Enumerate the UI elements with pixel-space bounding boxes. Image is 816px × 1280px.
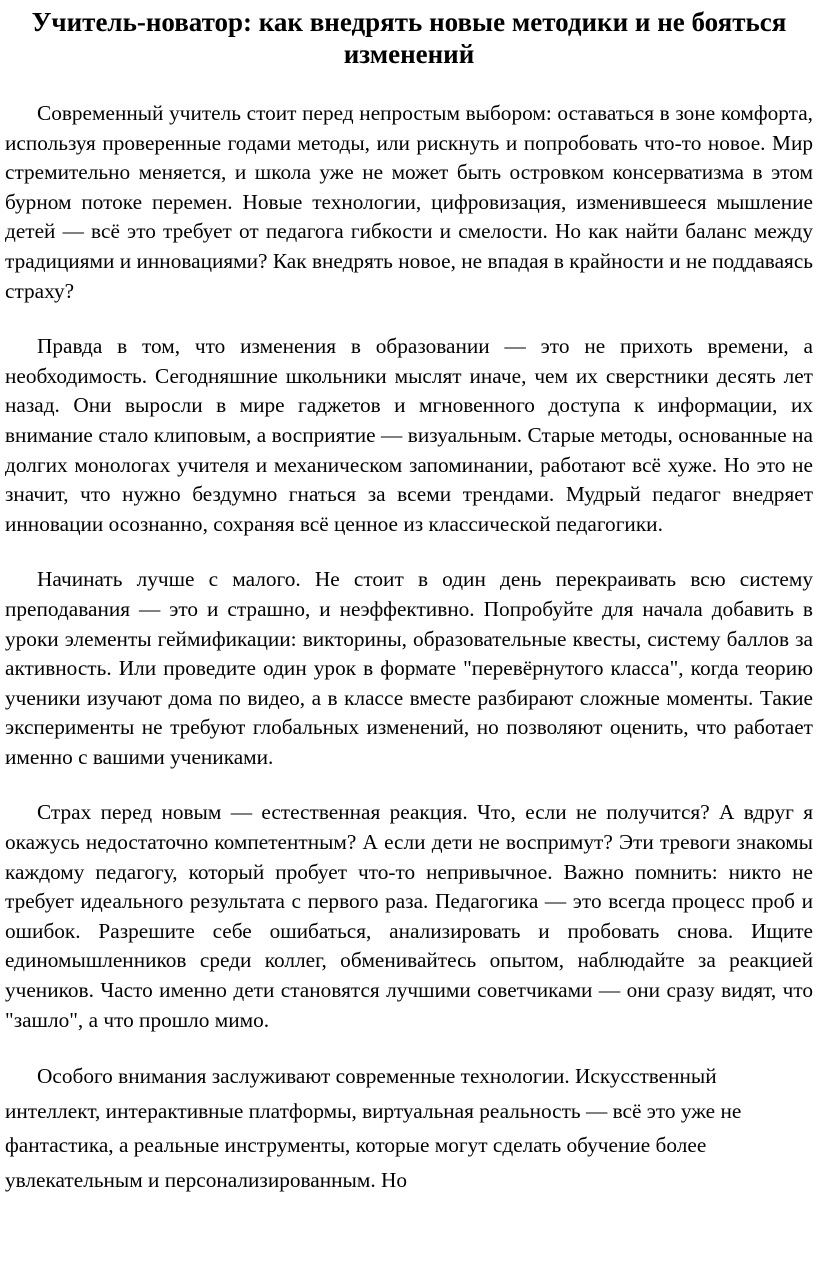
paragraph-gap [5,306,813,332]
paragraph: Правда в том, что изменения в образовании — это не прихоть времени, а необходимость. Сегодняшние школьники мыслят иначе, чем их сверстники десять лет назад. Они выросли в мире гаджетов и мгновенного доступа к информации, их внимание стало клиповым, а восприятие — визуальным. Старые методы, основанные на долгих монологах учителя и механическом запоминании, работают всё хуже. Но это не значит, что нужно бездумно гнаться за всеми трендами. Мудрый педагог внедряет инновации осознанно, сохраняя всё ценное из классической педагогики. [5,334,813,536]
paragraph-gap [5,772,813,798]
document-title: Учитель-новатор: как внедрять новые методики и не бояться изменений [31,7,787,69]
paragraph: Особого внимания заслуживают современные технологии. Искусственный интеллект, интерактивные платформы, виртуальная реальность — всё это уже не фантастика, а реальные инструменты, которые могут сделать обучение более увлекательным и персонализированным. Но [5,1064,742,1192]
paragraph-gap [5,1035,813,1061]
paragraph: Начинать лучше с малого. Не стоит в один день перекраивать всю систему преподавания — это и страшно, и неэффективно. Попробуйте для начала добавить в уроки элементы геймификации: викторины, образовательные квесты, систему баллов за активность. Или проведите один урок в формате "перевёрнутого класса", когда теорию ученики изучают дома по видео, а в классе вместе разбирают сложные моменты. Такие эксперименты не требуют глобальных изменений, но позволяют оценить, что работает именно с вашими учениками. [5,567,813,769]
paragraph: Современный учитель стоит перед непростым выбором: оставаться в зоне комфорта, используя проверенные годами методы, или рискнуть и попробовать что-то новое. Мир стремительно меняется, и школа уже не может быть островком консерватизма в этом бурном потоке перемен. Новые технологии, цифровизация, изменившееся мышление детей — всё это требует от педагога гибкости и смелости. Но как найти баланс между традициями и инновациями? Как внедрять новое, не впадая в крайности и не поддаваясь страху? [5,101,813,303]
paragraph: Страх перед новым — естественная реакция. Что, если не получится? А вдруг я окажусь недостаточно компетентным? А если дети не воспримут? Эти тревоги знакомы каждому педагогу, который пробует что-то непривычное. Важно помнить: никто не требует идеального результата с первого раза. Педагогика — это всегда процесс проб и ошибок. Разрешите себе ошибаться, анализировать и пробовать снова. Ищите единомышленников среди коллег, обменивайтесь опытом, наблюдайте за реакцией учеников. Часто именно дети становятся лучшими советчиками — они сразу видят, что "зашло", а что прошло мимо. [5,800,813,1032]
paragraph-gap [5,539,813,565]
